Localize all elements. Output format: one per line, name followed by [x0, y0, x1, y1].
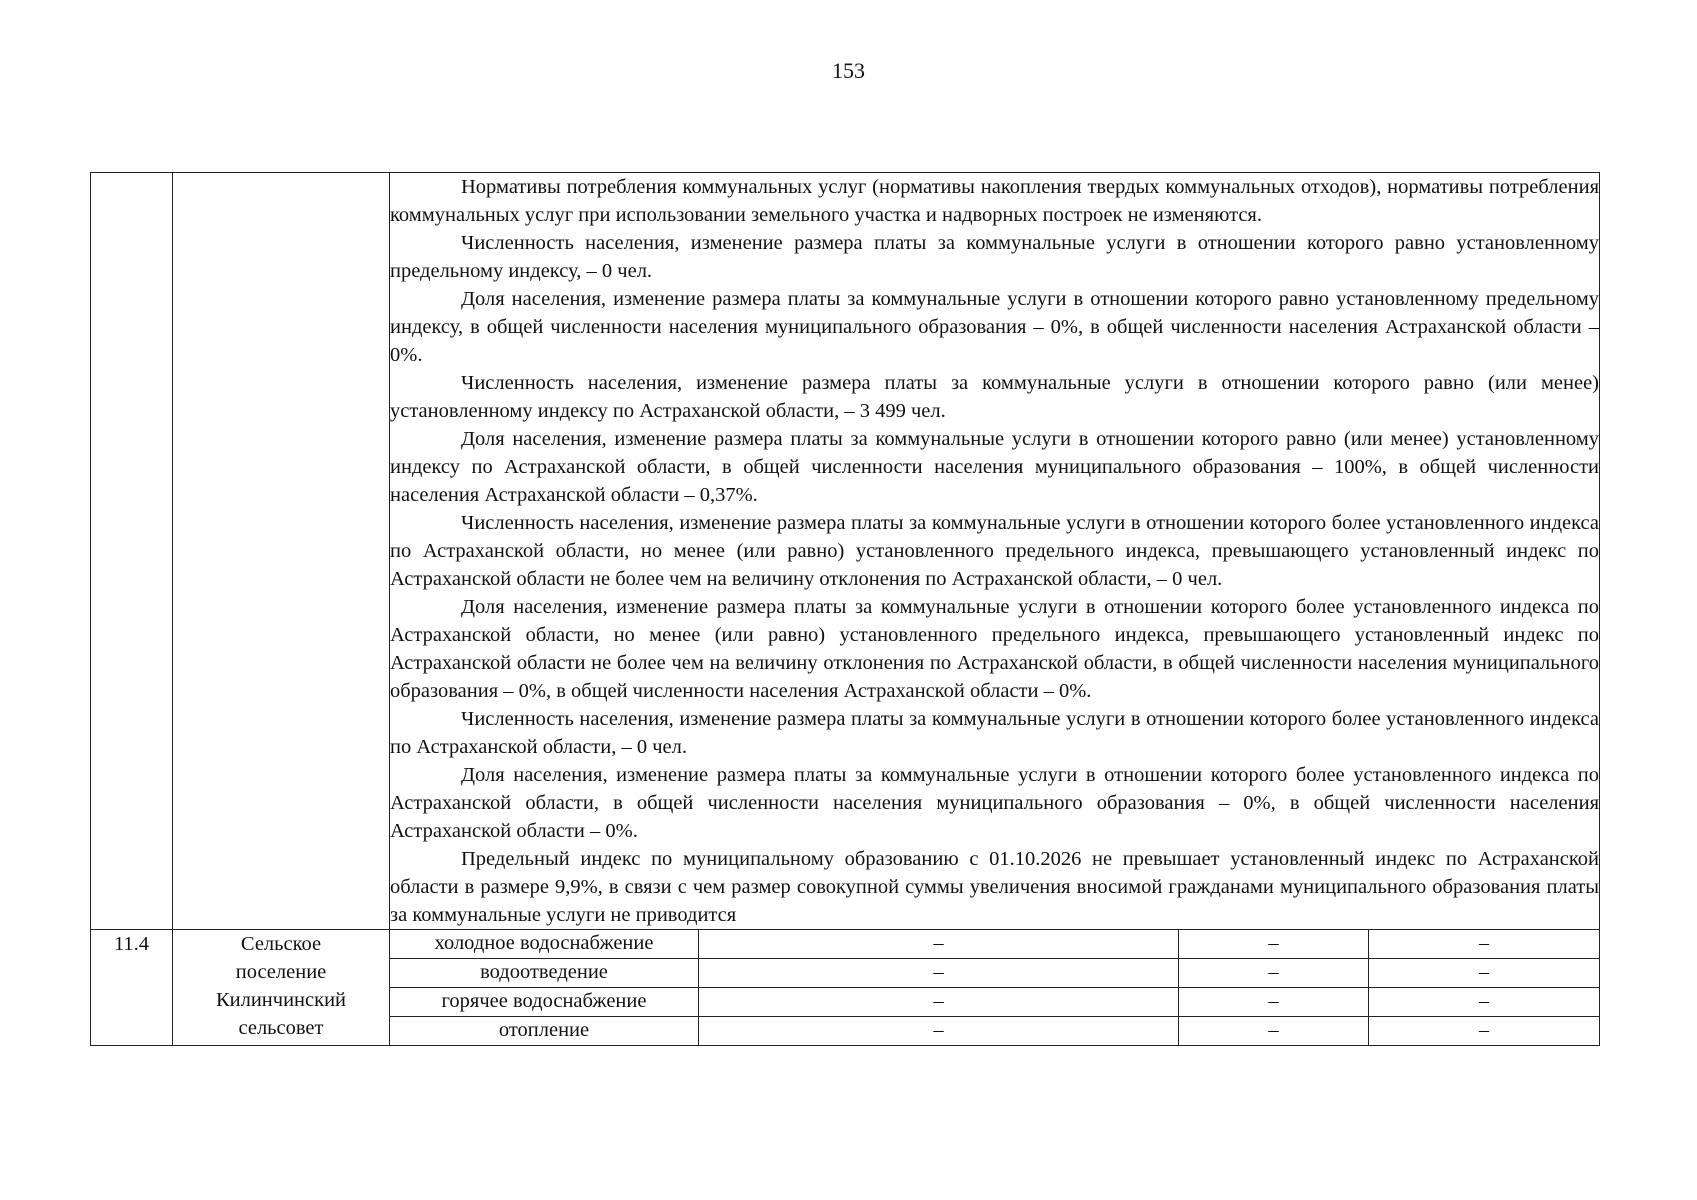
paragraph: Численность населения, изменение размера платы за коммунальные услуги в отношении которого равно установленному предельному индексу, – 0 чел. [390, 232, 1600, 282]
value-cell: – [1179, 1017, 1369, 1046]
service-name: водоотведение [390, 959, 699, 988]
value-cell: – [699, 930, 1179, 959]
name-cell-empty [173, 173, 390, 930]
paragraph: Численность населения, изменение размера платы за коммунальные услуги в отношении которого более установленного индекса по Астраханской области, но менее (или равно) установленного предельного индекса, превышающего установленный индекс по Астраханской области не более чем на величину отклонения по Астраханской области, – 0 чел. [390, 512, 1600, 590]
service-name: холодное водоснабжение [390, 930, 699, 959]
value-cell: – [699, 988, 1179, 1017]
value-cell: – [1369, 988, 1600, 1017]
continuation-row [91, 173, 1600, 930]
service-name: отопление [390, 1017, 699, 1046]
value-cell: – [1179, 930, 1369, 959]
service-name: горячее водоснабжение [390, 988, 699, 1017]
entry-number: 11.4 [91, 930, 173, 1046]
paragraph: Доля населения, изменение размера платы за коммунальные услуги в отношении которого равно установленному предельному индексу, в общей численности населения муниципального образования – 0%, в общей численности населения Астраханской области – 0%. [390, 288, 1600, 366]
paragraph: Доля населения, изменение размера платы за коммунальные услуги в отношении которого равно (или менее) установленному индексу по Астраханской области, в общей численности населения муниципального образования – 100%, в общей численности населения Астраханской области – 0,37%. [390, 428, 1600, 506]
paragraph: Доля населения, изменение размера платы за коммунальные услуги в отношении которого более установленного индекса по Астраханской области, но менее (или равно) установленного предельного индекса, превышающего установленный индекс по Астраханской области не более чем на величину отклонения по Астраханской области, в общей численности населения муниципального образования – 0%, в общей численности населения Астраханской области – 0%. [390, 596, 1600, 702]
entry-name [173, 930, 390, 1046]
text-block-cell [390, 173, 1600, 930]
paragraph: Доля населения, изменение размера платы за коммунальные услуги в отношении которого более установленного индекса по Астраханской области, в общей численности населения муниципального образования – 0%, в общей численности населения Астраханской области – 0%. [390, 764, 1600, 842]
entry-name-line: Сельское [240, 933, 322, 955]
value-cell: – [699, 959, 1179, 988]
value-cell: – [699, 1017, 1179, 1046]
value-cell: – [1179, 988, 1369, 1017]
entry-name-line: поселение [235, 961, 327, 983]
paragraph: Нормативы потребления коммунальных услуг (нормативы накопления твердых коммунальных отходов), нормативы потребления коммунальных услуг при использовании земельного участка и надворных построек не изменяются. [390, 176, 1600, 226]
value-cell: – [1369, 930, 1600, 959]
value-cell: – [1369, 1017, 1600, 1046]
utility-tariff-table [90, 172, 1600, 1046]
paragraph: Численность населения, изменение размера платы за коммунальные услуги в отношении которого равно (или менее) установленному индексу по Астраханской области, – 3 499 чел. [390, 372, 1600, 422]
value-cell: – [1179, 959, 1369, 988]
entry-name-line: Килинчинский [215, 989, 347, 1011]
value-cell: – [1369, 959, 1600, 988]
paragraph: Численность населения, изменение размера платы за коммунальные услуги в отношении которого более установленного индекса по Астраханской области, – 0 чел. [390, 708, 1600, 758]
number-cell-empty [91, 173, 173, 930]
service-row [91, 930, 1600, 959]
paragraph: Предельный индекс по муниципальному образованию с 01.10.2026 не превышает установленный индекс по Астраханской области в размере 9,9%, в связи с чем размер совокупной суммы увеличения вносимой гражданами муниципального образования платы за коммунальные услуги не приводится [390, 848, 1600, 926]
entry-name-line: сельсовет [238, 1017, 324, 1039]
page-number: 153 [832, 58, 865, 83]
